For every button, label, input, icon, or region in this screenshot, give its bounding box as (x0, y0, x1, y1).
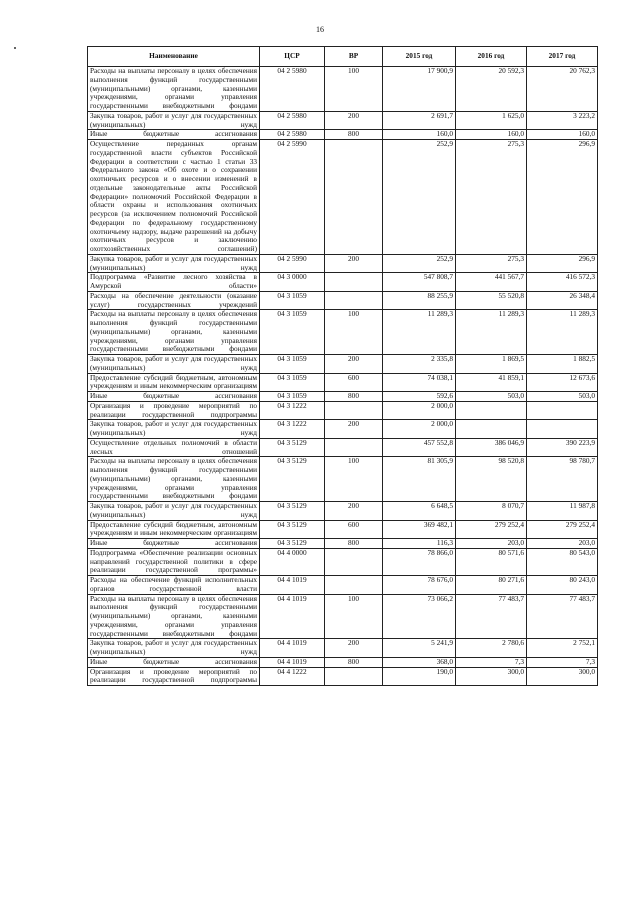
row-2016: 77 483,7 (456, 594, 527, 639)
row-name: Расходы на выплаты персоналу в целях обеспечения выполнения функций государственными (муниципальными) органами, казенными учреждениями, органами управления государственными внебюджетными фондами (88, 594, 260, 639)
table-row (88, 594, 598, 639)
row-csr: 04 3 1222 (260, 401, 325, 420)
row-vr: 100 (325, 457, 383, 502)
row-2016: 80 271,6 (456, 576, 527, 595)
row-2015: 88 255,9 (383, 291, 456, 310)
row-2016: 80 571,6 (456, 548, 527, 575)
header-vr: ВР (325, 47, 383, 67)
row-2017: 98 780,7 (527, 457, 598, 502)
row-vr: 100 (325, 67, 383, 112)
row-name: Иные бюджетные ассигнования (88, 392, 260, 402)
row-2017: 300,0 (527, 667, 598, 686)
row-2017: 2 752,1 (527, 639, 598, 658)
row-name: Предоставление субсидий бюджетным, автономным учреждениям и иным некоммерческим организациям (88, 520, 260, 539)
row-csr: 04 2 5990 (260, 140, 325, 255)
row-2017: 160,0 (527, 130, 598, 140)
row-2015: 17 900,9 (383, 67, 456, 112)
row-2017: 11 289,3 (527, 310, 598, 355)
row-2017: 279 252,4 (527, 520, 598, 539)
row-vr: 800 (325, 392, 383, 402)
row-2016: 275,3 (456, 140, 527, 255)
row-2016: 55 520,8 (456, 291, 527, 310)
row-2016: 41 859,1 (456, 373, 527, 392)
table-row (88, 310, 598, 355)
table-row (88, 548, 598, 575)
row-csr: 04 4 1019 (260, 639, 325, 658)
row-2015: 457 552,8 (383, 438, 456, 457)
row-2016: 11 289,3 (456, 310, 527, 355)
row-csr: 04 3 5129 (260, 520, 325, 539)
row-vr: 200 (325, 502, 383, 521)
row-name: Иные бюджетные ассигнования (88, 657, 260, 667)
row-2017: 77 483,7 (527, 594, 598, 639)
row-csr: 04 3 5129 (260, 539, 325, 549)
row-name: Закупка товаров, работ и услуг для государственных (муниципальных) нужд (88, 502, 260, 521)
row-2016: 386 046,9 (456, 438, 527, 457)
row-2017 (527, 420, 598, 439)
row-vr (325, 401, 383, 420)
table-row (88, 111, 598, 130)
row-name: Организация и проведение мероприятий по реализации государственной подпрограммы (88, 667, 260, 686)
row-2015: 78 866,0 (383, 548, 456, 575)
row-2015: 369 482,1 (383, 520, 456, 539)
row-name: Закупка товаров, работ и услуг для государственных (муниципальных) нужд (88, 355, 260, 374)
row-vr: 200 (325, 111, 383, 130)
table-body (88, 67, 598, 686)
table-row (88, 273, 598, 292)
row-2015: 252,9 (383, 140, 456, 255)
row-2016: 98 520,8 (456, 457, 527, 502)
header-2015: 2015 год (383, 47, 456, 67)
row-2017: 7,3 (527, 657, 598, 667)
row-name: Подпрограмма «Обеспечение реализации основных направлений государственной политики в сфере реализации государственной программы» (88, 548, 260, 575)
row-vr: 600 (325, 520, 383, 539)
row-2015: 160,0 (383, 130, 456, 140)
row-2017: 11 987,8 (527, 502, 598, 521)
row-vr (325, 273, 383, 292)
row-2015: 11 289,3 (383, 310, 456, 355)
row-2016: 1 625,0 (456, 111, 527, 130)
row-2015: 2 000,0 (383, 401, 456, 420)
table-row (88, 502, 598, 521)
row-2016: 441 567,7 (456, 273, 527, 292)
row-2015: 73 066,2 (383, 594, 456, 639)
row-name: Организация и проведение мероприятий по реализации государственной подпрограммы (88, 401, 260, 420)
row-csr: 04 4 1019 (260, 594, 325, 639)
row-vr: 800 (325, 657, 383, 667)
row-2015: 592,6 (383, 392, 456, 402)
row-csr: 04 2 5980 (260, 130, 325, 140)
row-vr (325, 291, 383, 310)
row-vr: 200 (325, 639, 383, 658)
row-name: Закупка товаров, работ и услуг для государственных (муниципальных) нужд (88, 639, 260, 658)
row-csr: 04 3 5129 (260, 438, 325, 457)
table-row (88, 667, 598, 686)
table-header-row (88, 47, 598, 67)
page-number: 16 (316, 25, 324, 34)
row-name: Расходы на выплаты персоналу в целях обеспечения выполнения функций государственными (муниципальными) органами, казенными учреждениями, органами управления государственными внебюджетными фондами (88, 67, 260, 112)
row-vr: 100 (325, 310, 383, 355)
row-csr: 04 3 1222 (260, 420, 325, 439)
table-row (88, 401, 598, 420)
row-name: Закупка товаров, работ и услуг для государственных (муниципальных) нужд (88, 420, 260, 439)
row-name: Расходы на выплаты персоналу в целях обеспечения выполнения функций государственными (муниципальными) органами, казенными учреждениями, органами управления государственными внебюджетными фондами (88, 457, 260, 502)
row-csr: 04 2 5990 (260, 254, 325, 273)
row-2017: 26 348,4 (527, 291, 598, 310)
row-2016: 7,3 (456, 657, 527, 667)
row-2016: 203,0 (456, 539, 527, 549)
row-2017: 12 673,6 (527, 373, 598, 392)
row-2015: 547 808,7 (383, 273, 456, 292)
row-2017: 1 882,5 (527, 355, 598, 374)
row-csr: 04 3 5129 (260, 502, 325, 521)
row-2015: 190,0 (383, 667, 456, 686)
row-2015: 368,0 (383, 657, 456, 667)
row-vr: 200 (325, 355, 383, 374)
row-2017: 80 543,0 (527, 548, 598, 575)
row-2017: 296,9 (527, 140, 598, 255)
row-2015: 74 038,1 (383, 373, 456, 392)
row-name: Расходы на обеспечение деятельности (оказание услуг) государственных учреждений (88, 291, 260, 310)
row-name: Иные бюджетные ассигнования (88, 539, 260, 549)
row-2017: 203,0 (527, 539, 598, 549)
header-2017: 2017 год (527, 47, 598, 67)
table-row (88, 254, 598, 273)
row-csr: 04 2 5980 (260, 111, 325, 130)
table-row (88, 438, 598, 457)
table-row (88, 67, 598, 112)
row-csr: 04 3 1059 (260, 310, 325, 355)
row-csr: 04 3 1059 (260, 291, 325, 310)
row-csr: 04 3 5129 (260, 457, 325, 502)
row-2015: 78 676,0 (383, 576, 456, 595)
table-row (88, 539, 598, 549)
row-csr: 04 3 0000 (260, 273, 325, 292)
row-vr: 100 (325, 594, 383, 639)
row-vr: 200 (325, 420, 383, 439)
row-2016: 20 592,3 (456, 67, 527, 112)
row-csr: 04 4 1222 (260, 667, 325, 686)
budget-table (87, 46, 598, 686)
table-row (88, 639, 598, 658)
row-csr: 04 4 1019 (260, 657, 325, 667)
table-row (88, 140, 598, 255)
row-name: Иные бюджетные ассигнования (88, 130, 260, 140)
row-name: Предоставление субсидий бюджетным, автономным учреждениям и иным некоммерческим организациям (88, 373, 260, 392)
row-2015: 2 000,0 (383, 420, 456, 439)
row-2016: 8 070,7 (456, 502, 527, 521)
row-csr: 04 3 1059 (260, 373, 325, 392)
table-row (88, 392, 598, 402)
row-2016 (456, 401, 527, 420)
row-2017: 20 762,3 (527, 67, 598, 112)
row-vr (325, 438, 383, 457)
scan-artifact-dot (14, 47, 16, 49)
row-name: Осуществление переданных органам государственной власти субъектов Российской Федерации в соответствии с частью 1 статьи 33 Федерального закона «Об охоте и о сохранении охотничьих ресурсов и о внесении изменений в отдельные законодательные акты Российской Федерации» полномочий Российской Федерации в области охраны и использования охотничьих ресурсов (за исключением полномочий Российской Федерации по федеральному государственному охотничьему надзору, выдаче разрешений на добычу охотничьих ресурсов и заключению охотхозяйственных соглашений) (88, 140, 260, 255)
row-name: Расходы на выплаты персоналу в целях обеспечения выполнения функций государственными (муниципальными) органами, казенными учреждениями, органами управления государственными внебюджетными фондами (88, 310, 260, 355)
row-vr: 800 (325, 539, 383, 549)
row-csr: 04 2 5980 (260, 67, 325, 112)
row-2015: 116,3 (383, 539, 456, 549)
row-2016: 275,3 (456, 254, 527, 273)
row-2017: 296,9 (527, 254, 598, 273)
row-vr (325, 548, 383, 575)
header-2016: 2016 год (456, 47, 527, 67)
row-name: Закупка товаров, работ и услуг для государственных (муниципальных) нужд (88, 111, 260, 130)
row-name: Подпрограмма «Развитие лесного хозяйства в Амурской области» (88, 273, 260, 292)
row-csr: 04 4 0000 (260, 548, 325, 575)
row-2015: 6 648,5 (383, 502, 456, 521)
row-2016: 503,0 (456, 392, 527, 402)
row-2015: 5 241,9 (383, 639, 456, 658)
row-name: Расходы на обеспечение функций исполнительных органов государственной власти (88, 576, 260, 595)
row-vr: 200 (325, 254, 383, 273)
table-row (88, 373, 598, 392)
table-row (88, 291, 598, 310)
row-2017 (527, 401, 598, 420)
table-row (88, 657, 598, 667)
row-2016 (456, 420, 527, 439)
row-2016: 300,0 (456, 667, 527, 686)
row-name: Закупка товаров, работ и услуг для государственных (муниципальных) нужд (88, 254, 260, 273)
table-row (88, 420, 598, 439)
header-csr: ЦСР (260, 47, 325, 67)
row-2017: 503,0 (527, 392, 598, 402)
row-2017: 80 243,0 (527, 576, 598, 595)
row-2017: 390 223,9 (527, 438, 598, 457)
row-2015: 252,9 (383, 254, 456, 273)
row-2016: 1 869,5 (456, 355, 527, 374)
row-2016: 279 252,4 (456, 520, 527, 539)
row-csr: 04 3 1059 (260, 392, 325, 402)
row-2015: 2 335,8 (383, 355, 456, 374)
row-vr (325, 576, 383, 595)
table-row (88, 355, 598, 374)
row-vr: 800 (325, 130, 383, 140)
row-csr: 04 3 1059 (260, 355, 325, 374)
header-name: Наименование (88, 47, 260, 67)
row-2015: 2 691,7 (383, 111, 456, 130)
table-row (88, 130, 598, 140)
row-name: Осуществление отдельных полномочий в области лесных отношений (88, 438, 260, 457)
row-csr: 04 4 1019 (260, 576, 325, 595)
row-vr (325, 140, 383, 255)
table-row (88, 576, 598, 595)
row-2017: 3 223,2 (527, 111, 598, 130)
row-2016: 2 780,6 (456, 639, 527, 658)
row-2017: 416 572,3 (527, 273, 598, 292)
row-vr: 600 (325, 373, 383, 392)
row-2015: 81 305,9 (383, 457, 456, 502)
row-2016: 160,0 (456, 130, 527, 140)
table-row (88, 520, 598, 539)
row-vr (325, 667, 383, 686)
table-row (88, 457, 598, 502)
